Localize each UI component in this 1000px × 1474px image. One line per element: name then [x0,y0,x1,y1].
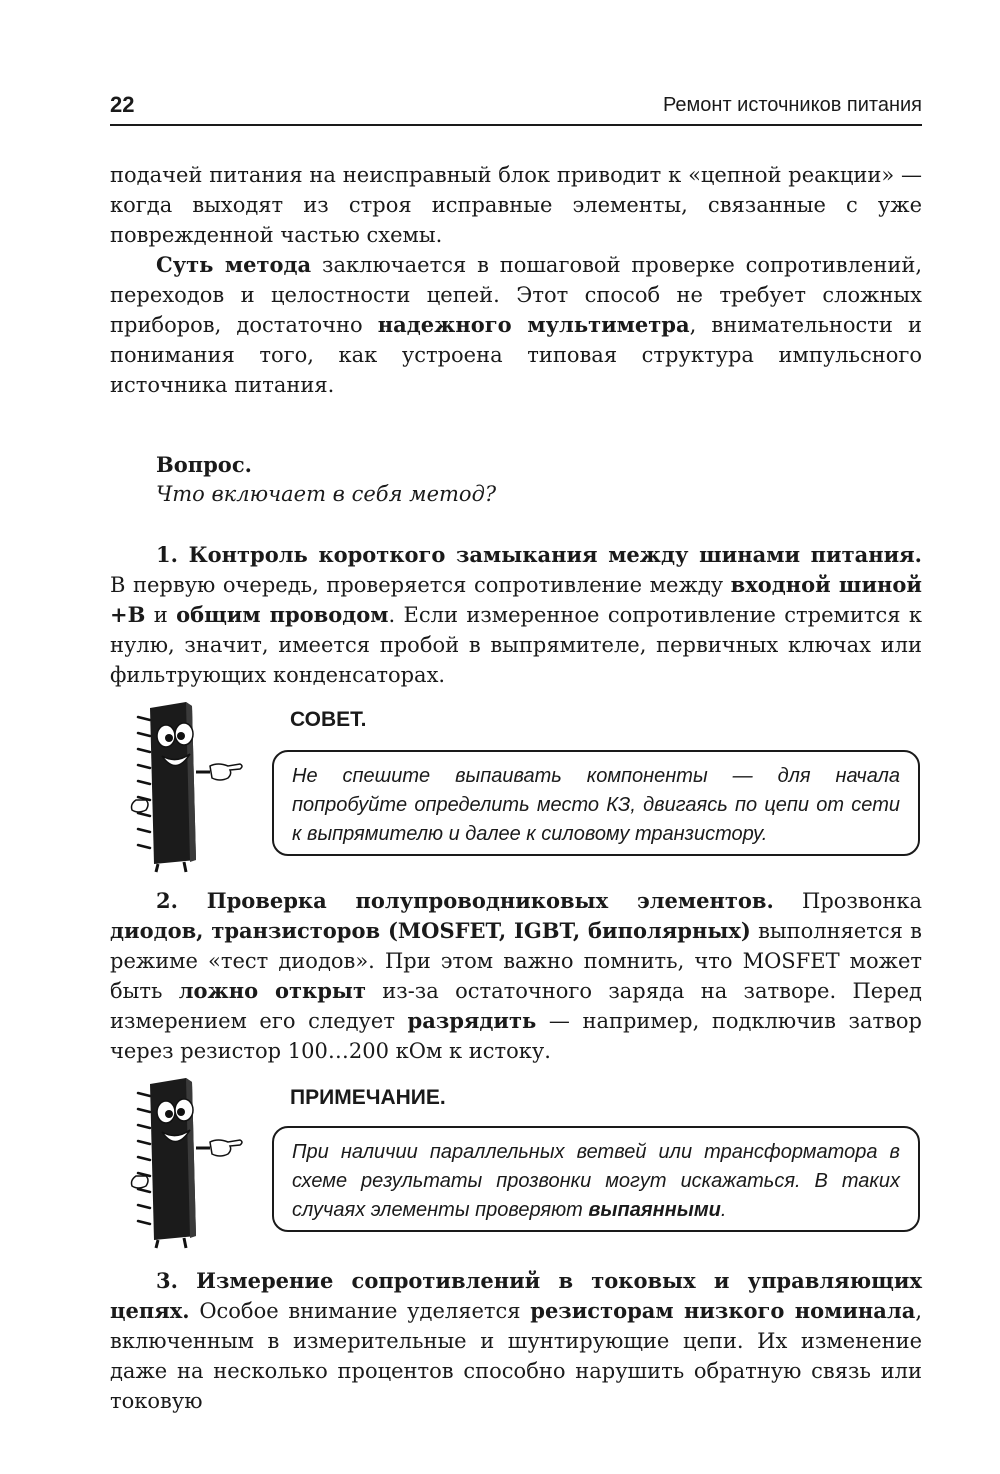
paragraph-text: из-за остаточного заряда на затворе. Перед измерением его следует [110,979,922,1033]
item-heading: 2. Проверка полупроводниковых элементов. [156,888,774,913]
paragraph-text: , внимательности и понимания того, как устроена типовая структура импульсного источника питания. [110,313,923,397]
paragraph-text: Особое внимание уделяется [189,1299,531,1323]
paragraph-text: В первую очередь, проверяется сопротивление между [110,573,731,597]
paragraph-text: и [145,603,177,627]
bold-term: ложно открыт [178,978,366,1003]
item-3 [110,1266,922,1416]
note-text: При наличии параллельных ветвей или трансформатора в схеме результаты прозвонки могут искажаться. В таких случаях элементы проверяют [292,1141,900,1221]
tip-title: СОВЕТ. [290,708,367,731]
note-title: ПРИМЕЧАНИЕ. [290,1086,446,1109]
page-number: 22 [110,92,135,117]
paragraph-continuation [110,160,922,250]
bold-term: выпаянными [588,1199,721,1221]
item-2 [110,886,922,1066]
bold-term: диодов, транзисторов (MOSFET, IGBT, биполярных) [110,918,751,943]
bold-term: надежного мультиметра [377,312,690,337]
paragraph-text: подачей питания на неисправный блок приводит к «цепной реакции» — когда выходят из строя исправные элементы, связанные с уже поврежденной частью схемы. [110,163,922,247]
running-title: Ремонт источников питания [662,94,922,116]
paragraph-text: Прозвонка [773,889,923,913]
bold-term: резисторам низкого номинала [530,1298,916,1323]
paragraph-method [110,250,922,400]
note-box [272,1126,920,1232]
item-heading: 3. Измерение сопротивлений в токовых и управляющих цепях. [110,1268,922,1323]
tip-box [272,750,920,856]
bold-term: входной шиной +В [110,572,922,627]
note-text: . [720,1199,727,1221]
bold-term: Суть метода [156,252,312,277]
item-1 [110,540,922,690]
paragraph-text: , включенным в измерительные и шунтирующие цепи. Их изменение даже на несколько процентов способно нарушить обратную связь или токовую [110,1299,923,1413]
item-heading: 1. Контроль короткого замыкания между шинами питания. [156,542,922,567]
question-text: Что включает в себя метод? [156,482,497,506]
chip-mascot-icon [128,1076,248,1252]
question-label: Вопрос. [156,452,252,477]
paragraph-text: заключается в пошаговой проверке сопротивлений, переходов и целостности цепей. Этот способ не требует сложных приборов, достаточно [110,253,922,337]
tip-text: Не спешите выпаивать компоненты — для начала попробуйте определить место КЗ, двигаясь по цепи от сети к выпрямителю и далее к силовому транзистору. [292,765,900,845]
paragraph-text: — например, подключив затвор через резистор 100…200 кОм к истоку. [110,1009,922,1063]
page-header [110,92,922,126]
paragraph-text: выполняется в режиме «тест диодов». При этом важно помнить, что MOSFET может быть [110,919,922,1003]
paragraph-text: . Если измеренное сопротивление стремится к нулю, значит, имеется пробой в выпрямителе, первичных ключах или фильтрующих конденсаторах. [110,603,922,687]
chip-mascot-icon [128,700,248,876]
bold-term: общим проводом [176,602,389,627]
bold-term: разрядить [407,1008,537,1033]
